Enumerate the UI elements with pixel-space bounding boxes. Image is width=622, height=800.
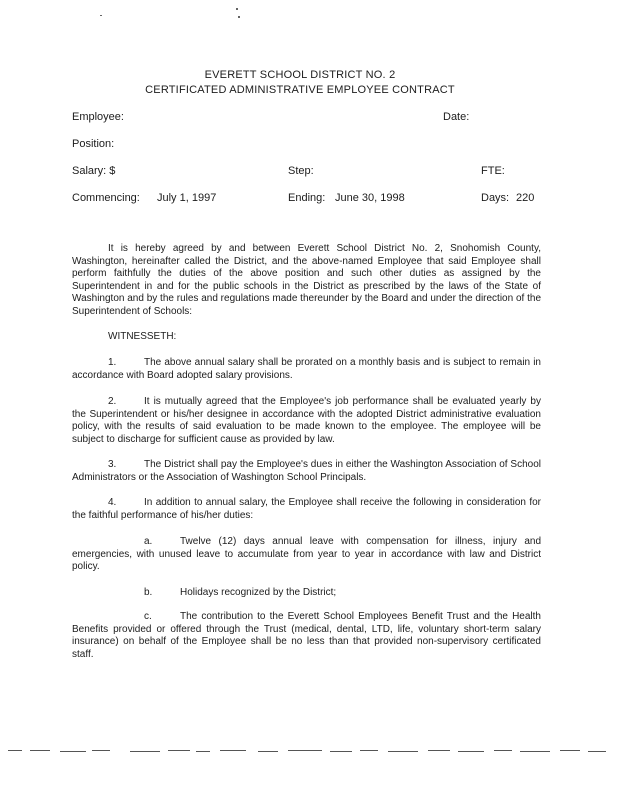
sub-clause-text: Holidays recognized by the District; [180, 587, 337, 598]
commencing-label: Commencing: [72, 192, 140, 204]
clause-4 [72, 497, 541, 522]
witnesseth-heading [72, 331, 541, 344]
sub-clause-text: Twelve (12) days annual leave with compensation for illness, injury and emergencies, with unused leave to accumulate from year to year in accordance with law and District policy. [72, 536, 541, 573]
commencing-value: July 1, 1997 [157, 192, 217, 204]
step-label: Step: [288, 165, 314, 177]
clause-3 [72, 459, 541, 484]
intro-paragraph: It is hereby agreed by and between Everett School District No. 2, Snohomish County, Washington, hereinafter called the District, and the above-named Employee that said Employee shall perform faithfully the duties of the above position and such other duties as assigned by the Superintendent in and for the public schools in the District as prescribed by the laws of the State of Washington and by the rules and regulations made thereunder by the Board and under the direction of the Superintendent of Schools: [72, 243, 541, 317]
sub-clause-a [72, 536, 541, 574]
ending-label: Ending: [288, 192, 326, 204]
clause-1 [72, 357, 541, 382]
clause-text: It is mutually agreed that the Employee's job performance shall be evaluated yearly by the Superintendent or his/her designee in accordance with the adopted District administrative evaluation policy, with the results of said evaluation to be made known to the employee. The employee will be subject to discharge for sufficient cause as provided by law. [72, 396, 541, 445]
scan-speck [236, 8, 238, 10]
employee-label: Employee: [72, 111, 124, 123]
district-title: EVERETT SCHOOL DISTRICT NO. 2 [204, 69, 396, 81]
sub-clause-text: The contribution to the Everett School Employees Benefit Trust and the Health Benefits provided or offered through the Trust (medical, dental, LTD, life, voluntary short-term salary insurance) on behalf of the Employee shall be no less than that provided non-supervisory certificated staff. [72, 611, 541, 660]
scan-footer-artifact [0, 736, 622, 760]
sub-clause-letter: b. [144, 587, 153, 598]
witnesseth-text: WITNESSETH: [108, 331, 177, 342]
days-label: Days: [481, 192, 510, 204]
scan-speck [238, 16, 240, 18]
clause-text: The above annual salary shall be prorated on a monthly basis and is subject to remain in accordance with Board adopted salary provisions. [72, 357, 541, 381]
sub-clause-c [72, 611, 541, 661]
clause-number: 2. [108, 396, 117, 407]
scan-speck [100, 15, 102, 16]
date-label: Date: [443, 111, 470, 123]
clause-number: 4. [108, 497, 117, 508]
clause-number: 3. [108, 459, 117, 470]
salary-label: Salary: $ [72, 165, 116, 177]
clause-text: The District shall pay the Employee's dues in either the Washington Association of School Administrators or the Association of Washington School Principals. [72, 459, 541, 483]
fte-label: FTE: [481, 165, 505, 177]
sub-clause-letter: c. [144, 611, 152, 622]
ending-value: June 30, 1998 [335, 192, 405, 204]
days-value: 220 [516, 192, 535, 204]
clause-2 [72, 396, 541, 446]
position-label: Position: [72, 138, 115, 150]
sub-clause-letter: a. [144, 536, 153, 547]
clause-text: In addition to annual salary, the Employee shall receive the following in consideration for the faithful performance of his/her duties: [72, 497, 541, 521]
sub-clause-b [72, 587, 541, 600]
clause-number: 1. [108, 357, 117, 368]
contract-title: CERTIFICATED ADMINISTRATIVE EMPLOYEE CONTRACT [145, 84, 455, 96]
